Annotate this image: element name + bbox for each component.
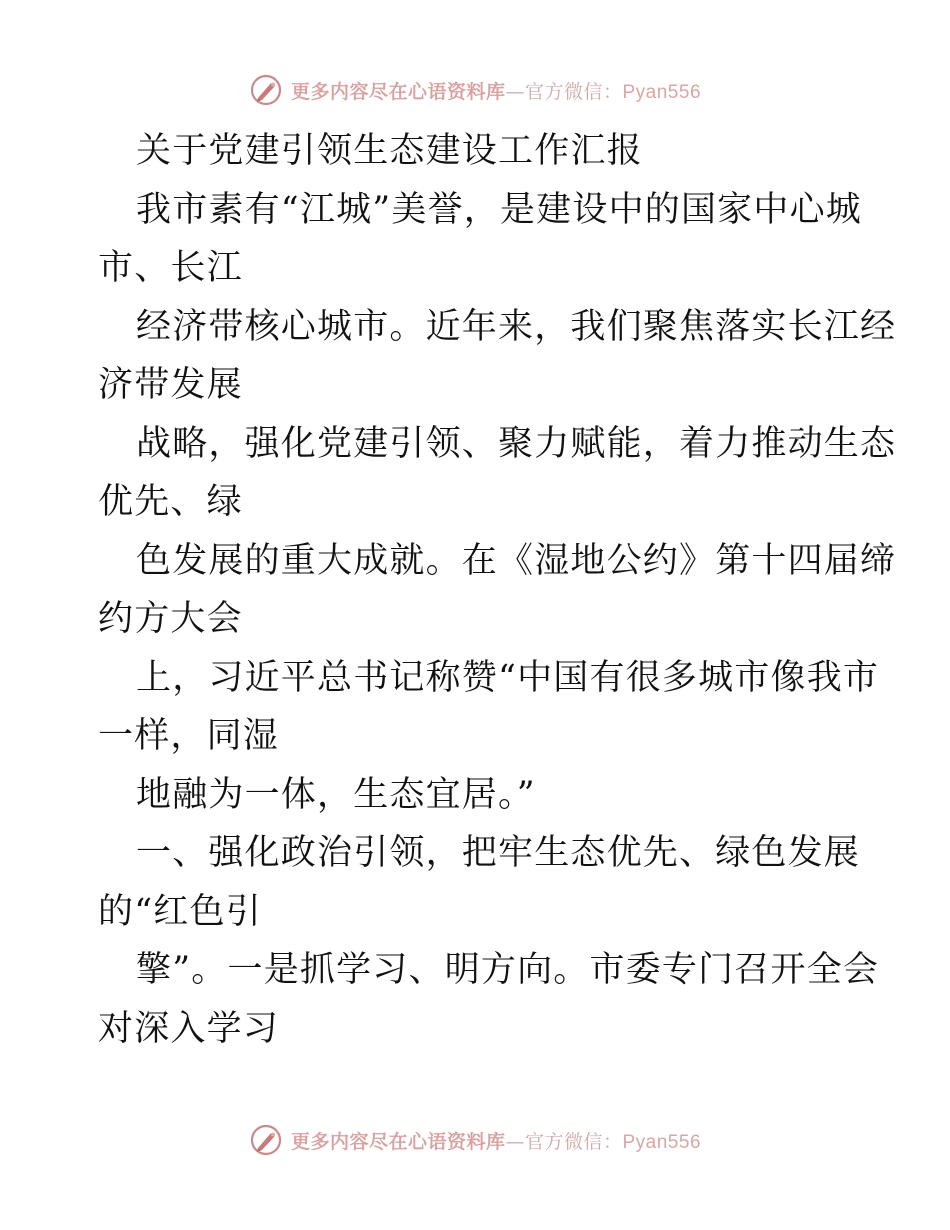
paragraph-line: 优先、绿 (98, 482, 243, 522)
watermark-sub: 官方微信： (524, 80, 623, 103)
paragraph-line: 对深入学习 (98, 1008, 280, 1049)
section-heading-line: 一、强化政治引领，把牢生态优先、绿色发展 (136, 833, 861, 873)
document-body (98, 122, 897, 1058)
document-title: 关于党建引领生态建设工作汇报 (136, 131, 643, 171)
watermark-sub: 官方微信： (524, 1130, 623, 1153)
paragraph-line: 上，习近平总书记称赞“中国有很多城市像我市 (136, 657, 880, 698)
paragraph-line: 我市素有“江城”美誉，是建设中的国家中心城 (136, 189, 862, 230)
watermark-id: Pyan556 (622, 1131, 702, 1153)
pen-logo-icon (249, 1123, 283, 1157)
watermark-separator: — (505, 1130, 525, 1153)
paragraph-line: 地融为一体，生态宜居。” (136, 774, 536, 815)
watermark-text (291, 1127, 701, 1154)
watermark-id: Pyan556 (622, 81, 702, 103)
pen-logo-icon (249, 73, 283, 107)
paragraph-line: 市、长江 (98, 248, 243, 288)
watermark-main: 更多内容尽在心语资料库 (290, 1130, 506, 1153)
paragraph-line: 济带发展 (98, 365, 243, 405)
paragraph-line: 约方大会 (98, 599, 243, 639)
section-heading-line: 的“红色引 (98, 891, 262, 932)
paragraph-line: 战略，强化党建引领、聚力赋能，着力推动生态 (136, 423, 897, 464)
paragraph-line: 擎”。一是抓学习、明方向。市委专门召开全会 (136, 950, 880, 990)
watermark-text (291, 77, 701, 104)
watermark-main: 更多内容尽在心语资料库 (290, 80, 506, 103)
watermark-separator: — (505, 80, 525, 103)
paragraph-line: 色发展的重大成就。在《湿地公约》第十四届缔 (136, 540, 897, 581)
paragraph-line: 一样，同湿 (98, 716, 280, 756)
watermark-footer (0, 1122, 950, 1158)
paragraph-line: 经济带核心城市。近年来，我们聚焦落实长江经 (136, 306, 897, 347)
watermark-header (0, 72, 950, 108)
